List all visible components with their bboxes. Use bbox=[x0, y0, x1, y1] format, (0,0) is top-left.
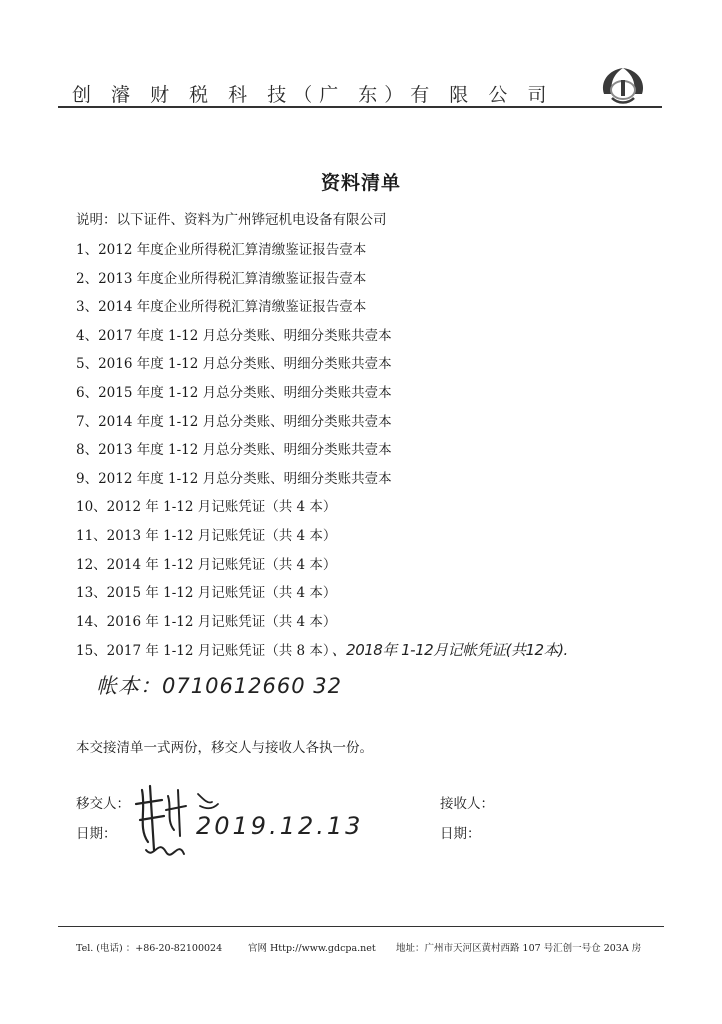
footer-tel: Tel. (电话) ：+86-20-82100024 bbox=[76, 943, 223, 954]
transferor-label: 移交人： bbox=[76, 796, 130, 812]
list-item: 12、2014 年 1-12 月记账凭证（共 4 本） bbox=[76, 556, 337, 573]
list-item: 10、2012 年 1-12 月记账凭证（共 4 本） bbox=[76, 499, 337, 516]
footer-website: 官网 Http://www.gdcpa.net bbox=[248, 943, 376, 954]
list-item: 9、2012 年度 1-12 月总分类账、明细分类账共壹本 bbox=[76, 470, 392, 487]
date-label-right: 日期： bbox=[440, 826, 481, 842]
handwritten-addition: 、2018年 1-12月记帐凭证(共12本). bbox=[331, 641, 568, 660]
footer-address: 地址：广州市天河区黄村西路 107 号汇创一号仓 203A 房 bbox=[396, 943, 642, 954]
list-item: 7、2014 年度 1-12 月总分类账、明细分类账共壹本 bbox=[76, 413, 392, 430]
list-item: 4、2017 年度 1-12 月总分类账、明细分类账共壹本 bbox=[76, 327, 392, 344]
document-title: 资料清单 bbox=[320, 172, 401, 194]
intro-text: 说明：以下证件、资料为广州铧冠机电设备有限公司 bbox=[76, 212, 387, 228]
handwritten-note: 帐本：0710612660 32 bbox=[96, 674, 343, 698]
signature-date: 2019.12.13 bbox=[196, 812, 364, 840]
item-list bbox=[76, 236, 568, 665]
handover-statement: 本交接清单一式两份，移交人与接收人各执一份。 bbox=[76, 740, 373, 756]
date-label-left: 日期： bbox=[76, 826, 117, 842]
header-divider bbox=[58, 106, 662, 108]
list-item: 6、2015 年度 1-12 月总分类账、明细分类账共壹本 bbox=[76, 384, 392, 401]
list-item: 1、2012 年度企业所得税汇算清缴鉴证报告壹本 bbox=[76, 242, 367, 258]
company-name: 创 濬 财 税 科 技（广 东）有 限 公 司 bbox=[72, 84, 554, 106]
footer-divider bbox=[58, 926, 664, 927]
list-item: 3、2014 年度企业所得税汇算清缴鉴证报告壹本 bbox=[76, 299, 367, 316]
list-item: 11、2013 年 1-12 月记账凭证（共 4 本） bbox=[76, 527, 337, 544]
list-item: 13、2015 年 1-12 月记账凭证（共 4 本） bbox=[76, 585, 337, 602]
list-item: 5、2016 年度 1-12 月总分类账、明细分类账共壹本 bbox=[76, 356, 392, 373]
list-item: 14、2016 年 1-12 月记账凭证（共 4 本） bbox=[76, 613, 337, 630]
list-item: 8、2013 年度 1-12 月总分类账、明细分类账共壹本 bbox=[76, 442, 392, 459]
list-item-last bbox=[76, 636, 568, 665]
list-item: 2、2013 年度企业所得税汇算清缴鉴证报告壹本 bbox=[76, 270, 367, 287]
company-logo bbox=[596, 64, 650, 108]
list-item-text: 15、2017 年 1-12 月记账凭证（共 8 本） bbox=[76, 643, 330, 660]
receiver-label: 接收人： bbox=[440, 796, 494, 812]
